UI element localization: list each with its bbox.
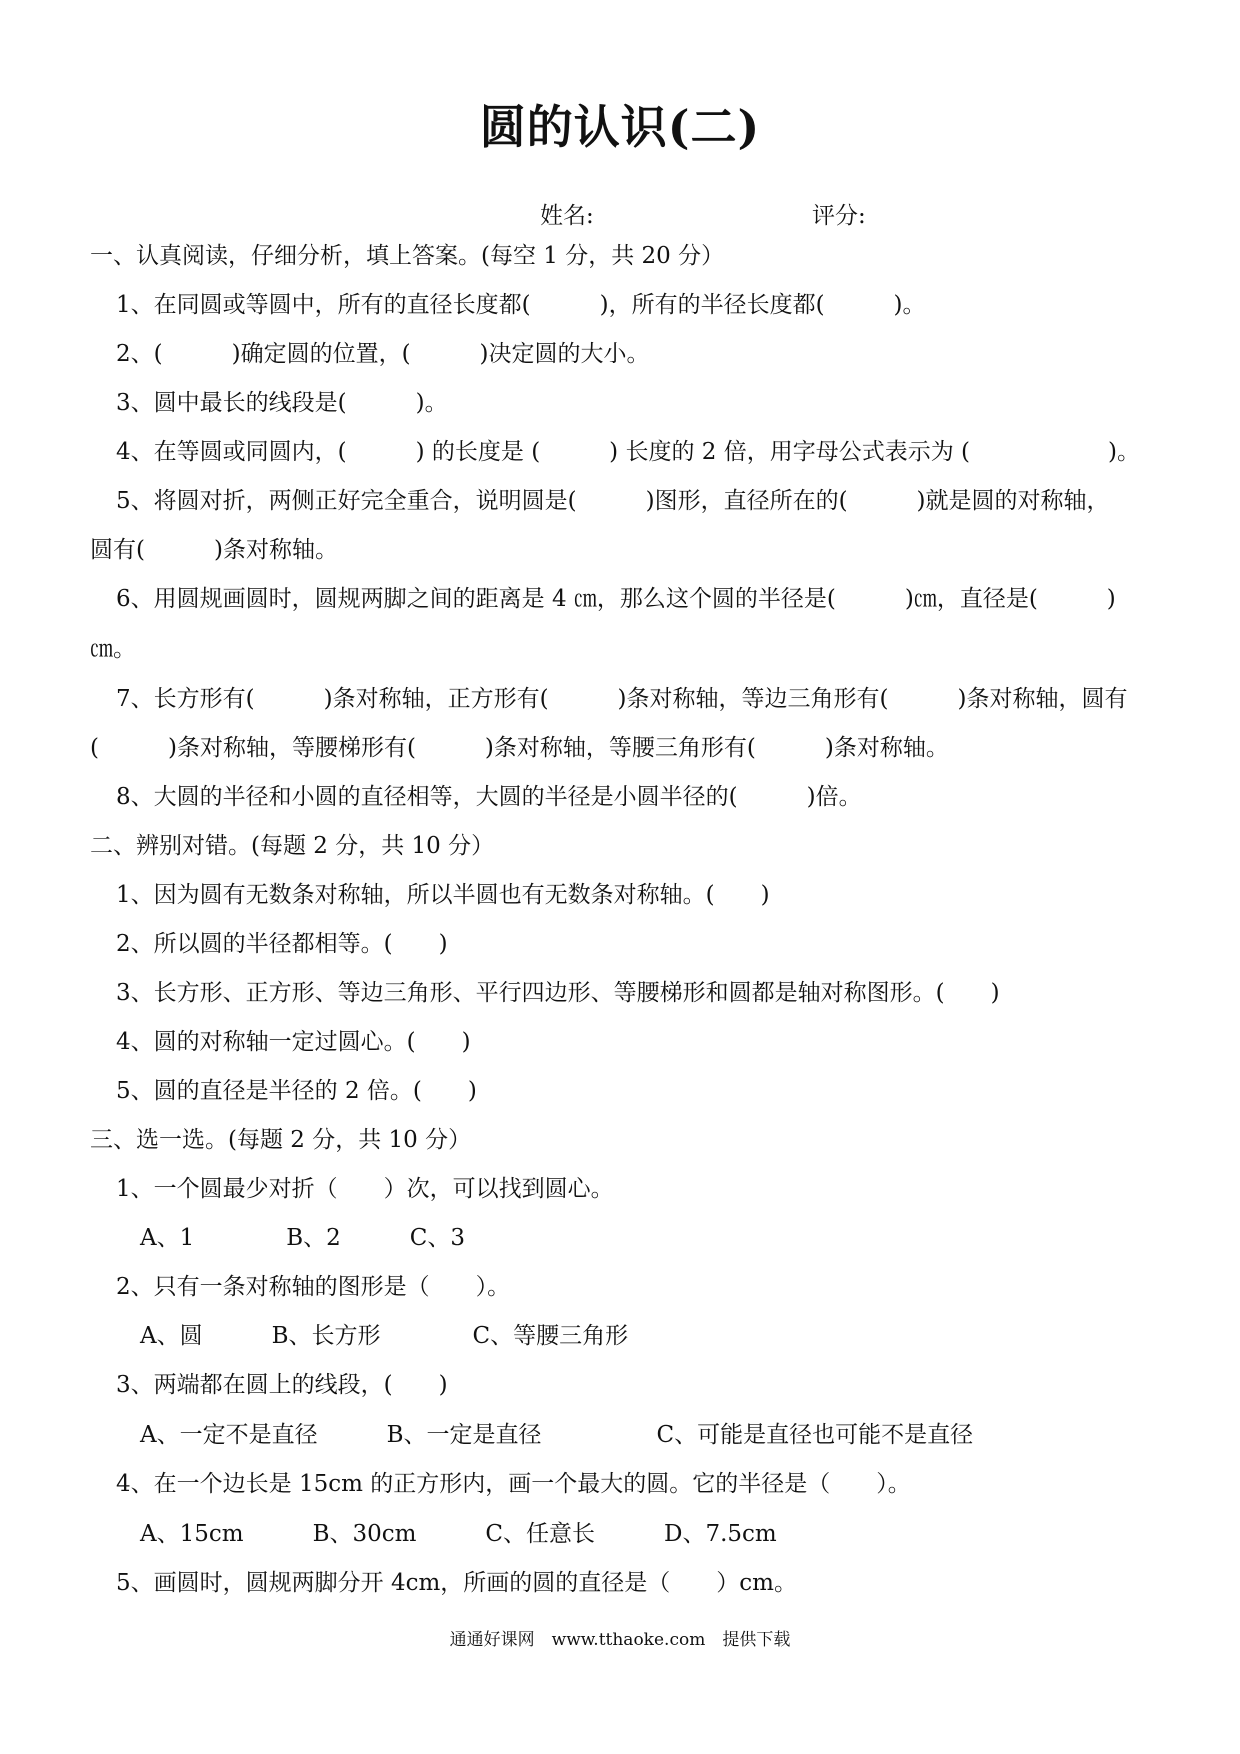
section-1-question-6-cont: ㎝。: [90, 636, 136, 662]
score-label: 评分:: [812, 203, 866, 229]
section-3-question-5: 5、画圆时，圆规两脚分开 4cm，所画的圆的直径是（ ）cm。: [116, 1570, 797, 1596]
section-3-question-2-options: A、圆 B、长方形 C、等腰三角形: [140, 1323, 629, 1349]
section-1-question-7-cont: ( )条对称轴，等腰梯形有( )条对称轴，等腰三角形有( )条对称轴。: [90, 735, 949, 761]
section-1-question-6: 6、用圆规画圆时，圆规两脚之间的距离是 4 ㎝，那么这个圆的半径是( )㎝，直径是( ): [116, 586, 1116, 612]
name-label: 姓名:: [540, 203, 594, 229]
section-2-question-2: 2、所以圆的半径都相等。( ): [116, 931, 448, 957]
section-3-question-1: 1、一个圆最少对折（ ）次，可以找到圆心。: [116, 1176, 614, 1202]
section-2-question-1: 1、因为圆有无数条对称轴，所以半圆也有无数条对称轴。( ): [116, 882, 770, 908]
section-3-question-4: 4、在一个边长是 15cm 的正方形内，画一个最大的圆。它的半径是（ ）。: [116, 1471, 911, 1497]
section-2-heading: 二、辨别对错。(每题 2 分，共 10 分）: [90, 833, 495, 859]
section-2-question-5: 5、圆的直径是半径的 2 倍。( ): [116, 1078, 477, 1104]
section-3-question-4-options: A、15cm B、30cm C、任意长 D、7.5cm: [140, 1521, 777, 1547]
section-1-question-3: 3、圆中最长的线段是( )。: [116, 390, 448, 416]
section-3-question-3-options: A、一定不是直径 B、一定是直径 C、可能是直径也可能不是直径: [140, 1422, 974, 1448]
section-1-question-5-cont: 圆有( )条对称轴。: [90, 537, 338, 563]
section-1-question-8: 8、大圆的半径和小圆的直径相等，大圆的半径是小圆半径的( )倍。: [116, 784, 862, 810]
section-3-question-2: 2、只有一条对称轴的图形是（ ）。: [116, 1274, 511, 1300]
section-1-heading: 一、认真阅读，仔细分析，填上答案。(每空 1 分，共 20 分）: [90, 243, 725, 269]
section-1-question-5: 5、将圆对折，两侧正好完全重合，说明圆是( )图形，直径所在的( )就是圆的对称轴，: [116, 488, 1110, 514]
page-title: 圆的认识(二): [479, 100, 761, 154]
section-2-question-4: 4、圆的对称轴一定过圆心。( ): [116, 1029, 471, 1055]
section-1-question-7: 7、长方形有( )条对称轴，正方形有( )条对称轴，等边三角形有( )条对称轴，圆有: [116, 686, 1128, 712]
footer-credit: 通通好课网 www.tthaoke.com 提供下载: [449, 1630, 791, 1650]
section-1-question-4: 4、在等圆或同圆内，( ) 的长度是 ( ) 长度的 2 倍，用字母公式表示为 ( )。: [116, 439, 1140, 465]
section-3-heading: 三、选一选。(每题 2 分，共 10 分）: [90, 1127, 472, 1153]
section-2-question-3: 3、长方形、正方形、等边三角形、平行四边形、等腰梯形和圆都是轴对称图形。( ): [116, 980, 1000, 1006]
section-3-question-1-options: A、1 B、2 C、3: [140, 1225, 466, 1251]
section-1-question-1: 1、在同圆或等圆中，所有的直径长度都( )，所有的半径长度都( )。: [116, 292, 926, 318]
section-3-question-3: 3、两端都在圆上的线段，( ): [116, 1372, 448, 1398]
section-1-question-2: 2、( )确定圆的位置，( )决定圆的大小。: [116, 341, 650, 367]
